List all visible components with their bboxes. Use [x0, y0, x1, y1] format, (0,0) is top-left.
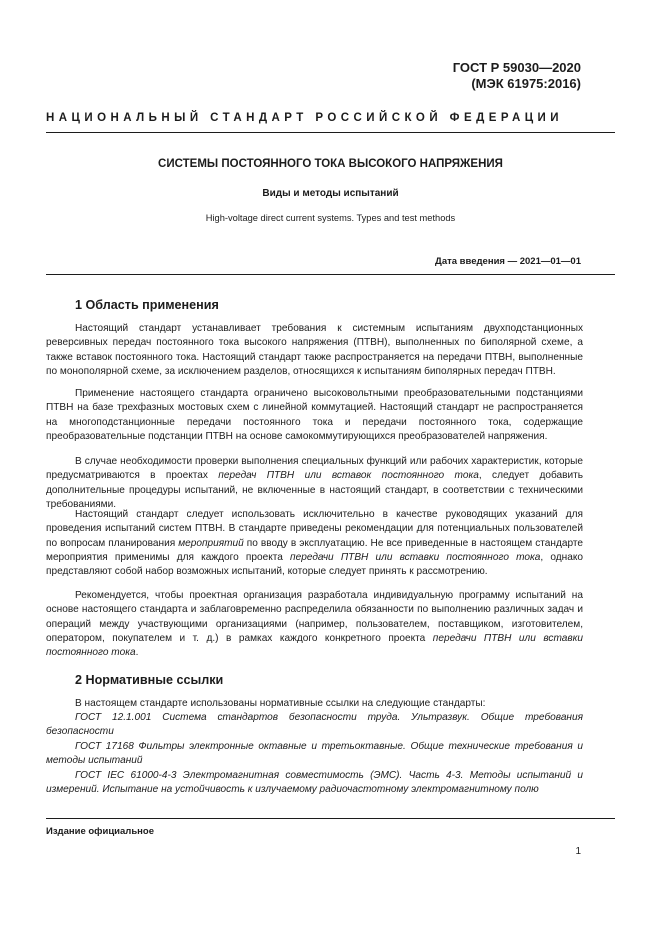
page-number: 1 [575, 846, 581, 857]
title-divider [46, 274, 615, 275]
scope-paragraph-3-emphasis: передач ПТВН или вставок постоянного тока [218, 470, 479, 482]
introduction-date: Дата введения — 2021—01—01 [435, 256, 581, 267]
reference-item: ГОСТ IEC 61000-4-3 Электромагнитная совместимость (ЭМС). Часть 4-3. Методы испытаний и измерений. Испытание на устойчивость к излучаемому радиочастотному электромагнитному полю [46, 770, 583, 796]
scope-paragraph-5-emphasis: передачи ПТВН или вставки постоянного тока [46, 632, 583, 659]
footer-divider [46, 818, 615, 819]
scope-paragraph-4: Настоящий стандарт следует использовать исключительно в качестве руководящих указаний для проведения испытаний систем ПТВН. В стандарте приведены рекомендации для потенциальных пользователей по вопросам планирования мероприятий по вводу в эксплуатацию. Не все приведенные в настоящем стандарте мероприятия применимы для каждого проекта передачи ПТВН или вставки постоянного тока, однако представляют собой набор возможных испытаний, которые следует принять к рассмотрению. [46, 509, 583, 578]
section-heading-normative-references: 2 Нормативные ссылки [75, 673, 224, 687]
scope-paragraph-3: В случае необходимости проверки выполнения специальных функций или рабочих характеристик, которые предусматриваются в проектах передач ПТВН или вставок постоянного тока, следует добавить дополнительные процедуры испытаний, не включенные в настоящий стандарт, в соответствии с техническими требованиями. [46, 456, 584, 510]
scope-paragraph-5: Рекомендуется, чтобы проектная организация разработала индивидуальную программу испытаний на основе настоящего стандарта и заблаговременно распределила обязанности по выполнению различных задач и операций между участвующими организациями (например, пользователем, поставщиком, изготовителем, оператором, покупателем и т. д.) в рамках каждого конкретного проекта передачи ПТВН или вставки постоянного тока. [46, 590, 583, 659]
scope-paragraph-4-emphasis-2: передачи ПТВН или вставки постоянного тока [290, 551, 541, 563]
reference-item: ГОСТ 17168 Фильтры электронные октавные и третьоктавные. Общие технические требования и методы испытаний [46, 741, 583, 767]
scope-paragraph-2: Применение настоящего стандарта ограничено высоковольтными преобразовательными подстанциями ПТВН на базе трехфазных мостовых схем с линейной коммутацией. Настоящий стандарт не распространяется на многоподстанционные передачи постоянного тока и передачи постоянного тока, содержащие преобразовательные подстанции ПТВН на основе самокоммутирующихся преобразователей напряжения. [46, 388, 583, 442]
header-divider [46, 132, 615, 133]
document-subtitle: Виды и методы испытаний [262, 188, 399, 199]
national-standard-banner: НАЦИОНАЛЬНЫЙ СТАНДАРТ РОССИЙСКОЙ ФЕДЕРАЦИИ [46, 112, 563, 124]
document-title: СИСТЕМЫ ПОСТОЯННОГО ТОКА ВЫСОКОГО НАПРЯЖЕНИЯ [158, 158, 503, 170]
official-edition-label: Издание официальное [46, 826, 154, 837]
references-intro: В настоящем стандарте использованы нормативные ссылки на следующие стандарты: [75, 698, 486, 709]
document-title-english: High-voltage direct current systems. Types and test methods [205, 213, 456, 223]
reference-item: ГОСТ 12.1.001 Система стандартов безопасности труда. Ультразвук. Общие требования безопасности [46, 712, 583, 738]
scope-paragraph-1: Настоящий стандарт устанавливает требования к системным испытаниям двухподстанционных реверсивных передач постоянного тока высокого напряжения (ПТВН), выполненных по биполярной схеме, а также вставок постоянного тока. Настоящий стандарт также распространяется на передачи ПТВН, выполненные по монополярной схеме, за исключением разделов, относящихся к испытаниям биполярных передач ПТВН. [46, 323, 583, 377]
standard-designation [453, 60, 581, 92]
iec-reference: (МЭК 61975:2016) [471, 76, 581, 91]
scope-paragraph-4-emphasis-1: мероприятий [178, 537, 244, 549]
section-heading-scope: 1 Область применения [75, 298, 219, 312]
standard-number: ГОСТ Р 59030—2020 [452, 60, 581, 75]
